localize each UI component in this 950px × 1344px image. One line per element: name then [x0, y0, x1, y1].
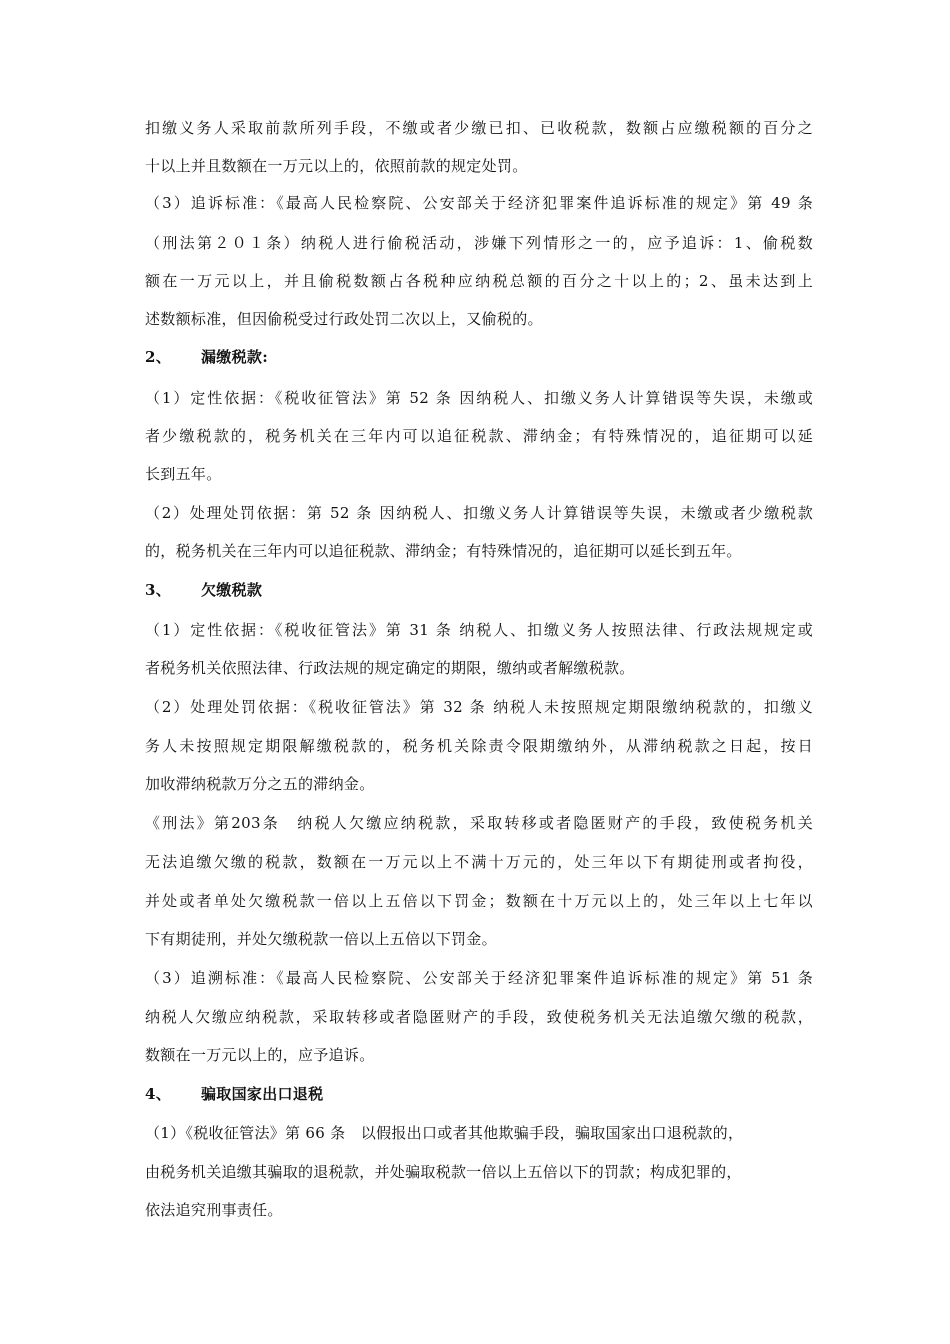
- section-heading: [145, 1084, 323, 1104]
- body-line: 《刑法》第203条 纳税人欠缴应纳税款，采取转移或者隐匿财产的手段，致使税务机关: [145, 814, 813, 832]
- body-line: 长到五年。: [145, 465, 222, 483]
- body-line: 者少缴税款的，税务机关在三年内可以追征税款、滞纳金；有特殊情况的，追征期可以延: [145, 427, 813, 445]
- body-line: （3）追溯标准：《最高人民检察院、公安部关于经济犯罪案件追诉标准的规定》第 51 条: [145, 969, 813, 987]
- body-line: （1）定性依据：《税收征管法》第 52 条 因纳税人、扣缴义务人计算错误等失误，未缴或: [145, 389, 813, 407]
- body-line: 并处或者单处欠缴税款一倍以上五倍以下罚金；数额在十万元以上的，处三年以上七年以: [145, 892, 813, 910]
- section-number: 2、: [145, 348, 172, 366]
- body-line: 者税务机关依照法律、行政法规的规定确定的期限，缴纳或者解缴税款。: [145, 659, 635, 677]
- body-line: 述数额标准，但因偷税受过行政处罚二次以上，又偷税的。: [145, 310, 543, 328]
- body-line: （2）处理处罚依据：《税收征管法》第 32 条 纳税人未按照规定期限缴纳税款的，扣缴义: [145, 698, 813, 716]
- body-line: 务人未按照规定期限解缴税款的，税务机关除责令限期缴纳外，从滞纳税款之日起，按日: [145, 737, 813, 755]
- section-heading: [145, 347, 268, 367]
- body-line: （3）追诉标准：《最高人民检察院、公安部关于经济犯罪案件追诉标准的规定》第 49 条: [145, 194, 813, 212]
- body-line: 数额在一万元以上的，应予追诉。: [145, 1046, 375, 1064]
- section-number: 4、: [145, 1085, 172, 1103]
- body-line: 加收滞纳税款万分之五的滞纳金。: [145, 775, 375, 793]
- body-line: 十以上并且数额在一万元以上的，依照前款的规定处罚。: [145, 157, 528, 175]
- body-line: 纳税人欠缴应纳税款，采取转移或者隐匿财产的手段，致使税务机关无法追缴欠缴的税款，: [145, 1008, 813, 1026]
- section-heading: [145, 580, 262, 600]
- body-line: （2）处理处罚依据：第 52 条 因纳税人、扣缴义务人计算错误等失误，未缴或者少缴税款: [145, 504, 813, 522]
- body-line: （刑法第２０１条）纳税人进行偷税活动，涉嫌下列情形之一的，应予追诉：1、偷税数: [145, 234, 813, 252]
- body-line: （1）定性依据：《税收征管法》第 31 条 纳税人、扣缴义务人按照法律、行政法规规定或: [145, 621, 813, 639]
- body-line: 下有期徒刑，并处欠缴税款一倍以上五倍以下罚金。: [145, 930, 497, 948]
- body-line: 额在一万元以上，并且偷税数额占各税种应纳税总额的百分之十以上的；2、虽未达到上: [145, 272, 813, 290]
- section-number: 3、: [145, 581, 172, 599]
- section-title: 漏缴税款:: [201, 348, 269, 366]
- body-line: 的，税务机关在三年内可以追征税款、滞纳金；有特殊情况的，追征期可以延长到五年。: [145, 542, 742, 560]
- body-line: 依法追究刑事责任。: [145, 1201, 283, 1219]
- section-title: 欠缴税款: [201, 581, 263, 599]
- body-line: 无法追缴欠缴的税款，数额在一万元以上不满十万元的，处三年以下有期徒刑或者拘役，: [145, 853, 813, 871]
- section-title: 骗取国家出口退税: [201, 1085, 324, 1103]
- body-line: （1）《税收征管法》第 66 条 以假报出口或者其他欺骗手段，骗取国家出口退税款的，: [145, 1124, 744, 1142]
- body-line: 扣缴义务人采取前款所列手段，不缴或者少缴已扣、已收税款，数额占应缴税额的百分之: [145, 119, 813, 137]
- body-line: 由税务机关追缴其骗取的退税款，并处骗取税款一倍以上五倍以下的罚款；构成犯罪的，: [145, 1163, 742, 1181]
